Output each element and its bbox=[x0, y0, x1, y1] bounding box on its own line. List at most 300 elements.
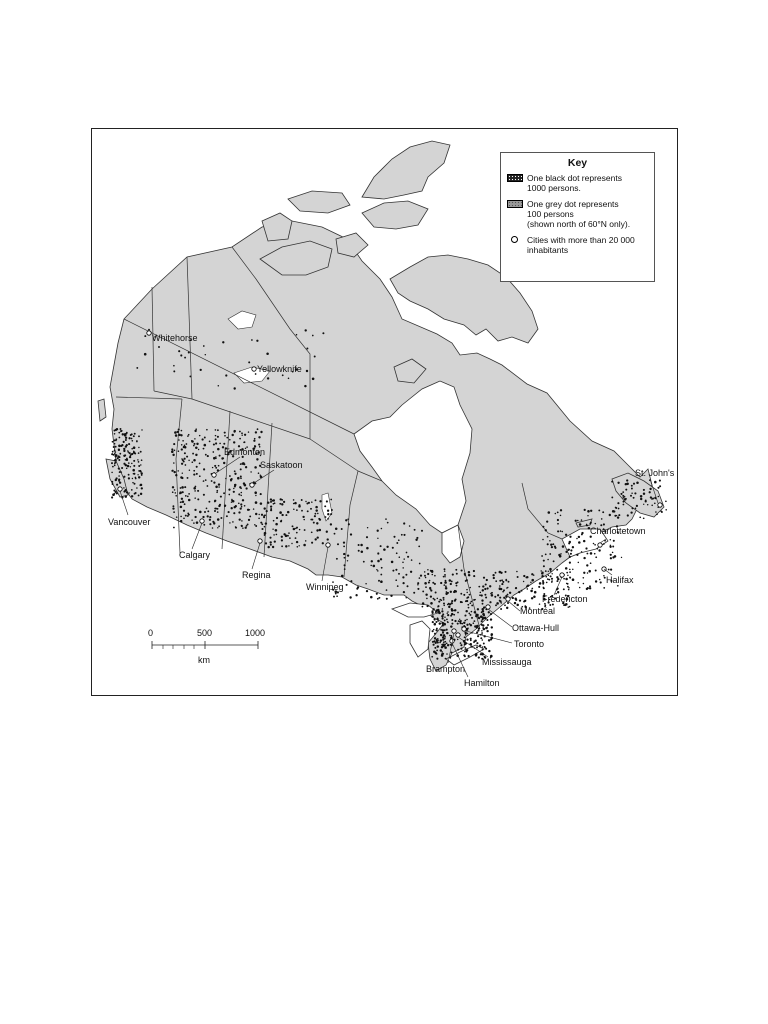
population-dot bbox=[481, 611, 483, 613]
population-dot bbox=[442, 608, 443, 609]
population-dot bbox=[403, 522, 405, 524]
population-dot bbox=[239, 438, 241, 440]
population-dot bbox=[217, 527, 218, 528]
population-dot bbox=[279, 503, 281, 505]
population-dot bbox=[138, 452, 140, 454]
population-dot bbox=[182, 491, 184, 493]
population-dot bbox=[442, 643, 444, 645]
population-dot bbox=[618, 508, 620, 510]
population-dot bbox=[123, 450, 125, 452]
population-dot bbox=[120, 428, 122, 430]
population-dot bbox=[215, 486, 218, 489]
population-dot bbox=[475, 640, 477, 642]
population-dot bbox=[288, 545, 290, 547]
population-dot bbox=[620, 493, 622, 495]
population-dot bbox=[437, 598, 439, 600]
population-dot bbox=[468, 574, 469, 575]
population-dot bbox=[495, 572, 497, 574]
population-dot bbox=[196, 466, 198, 468]
population-dot bbox=[350, 580, 352, 582]
population-dot bbox=[490, 618, 492, 620]
population-dot bbox=[659, 480, 661, 482]
population-dot bbox=[125, 437, 127, 439]
population-dot bbox=[568, 589, 570, 591]
population-dot bbox=[193, 470, 195, 472]
population-dot bbox=[337, 543, 339, 545]
population-dot bbox=[140, 451, 142, 453]
population-dot bbox=[272, 528, 273, 529]
population-dot bbox=[296, 541, 298, 543]
population-dot bbox=[478, 617, 480, 619]
population-dot bbox=[112, 466, 114, 468]
key-item-city-circle bbox=[507, 235, 650, 255]
population-dot bbox=[310, 508, 312, 510]
population-dot bbox=[240, 477, 242, 479]
population-dot bbox=[387, 522, 389, 524]
population-dot bbox=[434, 633, 436, 635]
population-dot bbox=[585, 547, 587, 549]
population-dot bbox=[481, 620, 483, 622]
population-dot bbox=[215, 456, 216, 457]
population-dot bbox=[203, 480, 205, 482]
population-dot bbox=[560, 515, 562, 517]
population-dot bbox=[181, 430, 183, 432]
population-dot bbox=[192, 453, 194, 455]
population-dot bbox=[330, 523, 332, 525]
population-dot bbox=[499, 585, 501, 587]
population-dot bbox=[482, 649, 484, 651]
population-dot bbox=[123, 455, 125, 457]
population-dot bbox=[185, 515, 187, 517]
haida-gwaii bbox=[98, 399, 106, 421]
population-dot bbox=[237, 477, 240, 480]
population-dot bbox=[622, 497, 624, 499]
population-dot bbox=[376, 593, 378, 595]
population-dot bbox=[600, 581, 602, 583]
population-dot bbox=[477, 630, 479, 632]
population-dot bbox=[355, 594, 357, 596]
population-dot bbox=[446, 629, 448, 631]
population-dot bbox=[134, 433, 136, 435]
population-dot bbox=[443, 603, 445, 605]
population-dot bbox=[538, 586, 540, 588]
population-dot bbox=[480, 615, 483, 618]
population-dot bbox=[366, 590, 368, 592]
population-dot bbox=[450, 591, 452, 593]
population-dot bbox=[127, 450, 128, 451]
population-dot bbox=[211, 480, 213, 482]
population-dot bbox=[113, 446, 115, 448]
population-dot bbox=[197, 490, 199, 492]
population-dot bbox=[502, 591, 504, 593]
population-dot bbox=[556, 576, 558, 578]
population-dot bbox=[174, 489, 176, 491]
population-dot bbox=[547, 559, 549, 561]
population-dot bbox=[181, 486, 184, 489]
population-dot bbox=[173, 511, 175, 513]
population-dot bbox=[306, 348, 308, 350]
population-dot bbox=[174, 431, 177, 434]
population-dot bbox=[118, 432, 120, 434]
population-dot bbox=[446, 619, 448, 621]
population-dot bbox=[499, 597, 501, 599]
population-dot bbox=[448, 606, 450, 608]
city-marker-yellowknife bbox=[252, 367, 256, 371]
population-dot bbox=[184, 458, 186, 460]
population-dot bbox=[114, 465, 116, 467]
population-dot bbox=[185, 495, 187, 497]
population-dot bbox=[175, 434, 178, 437]
map-key bbox=[500, 152, 655, 282]
population-dot bbox=[131, 453, 133, 455]
population-dot bbox=[578, 562, 580, 564]
population-dot bbox=[633, 497, 635, 499]
population-dot bbox=[266, 510, 268, 512]
population-dot bbox=[377, 530, 379, 532]
population-dot bbox=[435, 611, 437, 613]
population-dot bbox=[516, 571, 518, 573]
population-dot bbox=[217, 429, 219, 431]
population-dot bbox=[138, 447, 139, 448]
population-dot bbox=[456, 573, 458, 575]
population-dot bbox=[649, 491, 651, 493]
population-dot bbox=[429, 580, 431, 582]
population-dot bbox=[111, 472, 113, 474]
population-dot bbox=[583, 577, 585, 579]
population-dot bbox=[132, 478, 133, 479]
city-marker-calgary bbox=[200, 519, 204, 523]
population-dot bbox=[491, 594, 494, 597]
population-dot bbox=[128, 477, 130, 479]
key-item-text: Cities with more than 20 000 inhabitants bbox=[527, 235, 635, 255]
population-dot bbox=[434, 575, 436, 577]
population-dot bbox=[184, 486, 186, 488]
population-dot bbox=[331, 509, 333, 511]
scale-unit: km bbox=[198, 655, 210, 665]
population-dot bbox=[173, 370, 175, 372]
population-dot bbox=[264, 532, 267, 535]
city-marker-vancouver bbox=[118, 487, 122, 491]
population-dot bbox=[630, 495, 632, 497]
population-dot bbox=[334, 533, 336, 535]
population-dot bbox=[440, 649, 442, 651]
population-dot bbox=[295, 537, 297, 539]
population-dot bbox=[386, 546, 388, 548]
population-dot bbox=[172, 486, 174, 488]
population-dot bbox=[449, 657, 451, 659]
population-dot bbox=[116, 484, 118, 486]
population-dot bbox=[424, 575, 426, 577]
population-dot bbox=[444, 619, 446, 621]
population-dot bbox=[643, 504, 644, 505]
population-dot bbox=[344, 568, 346, 570]
population-dot bbox=[181, 498, 183, 500]
population-dot bbox=[206, 508, 208, 510]
population-dot bbox=[595, 570, 597, 572]
population-dot bbox=[128, 443, 130, 445]
population-dot bbox=[254, 466, 257, 469]
city-label-edmonton: Edmonton bbox=[224, 447, 266, 457]
population-dot bbox=[175, 492, 177, 494]
population-dot bbox=[449, 579, 452, 582]
population-dot bbox=[193, 474, 195, 476]
population-dot bbox=[434, 652, 436, 654]
population-dot bbox=[470, 638, 472, 640]
population-dot bbox=[173, 462, 175, 464]
population-dot bbox=[516, 604, 519, 607]
population-dot bbox=[386, 589, 388, 591]
population-dot bbox=[253, 508, 254, 509]
population-dot bbox=[555, 513, 557, 515]
population-dot bbox=[138, 494, 140, 496]
city-label-st-johns: St. John's bbox=[635, 468, 675, 478]
population-dot bbox=[487, 587, 489, 589]
population-dot bbox=[496, 602, 499, 605]
population-dot bbox=[588, 570, 591, 573]
population-dot bbox=[438, 610, 440, 612]
population-dot bbox=[206, 429, 208, 431]
population-dot bbox=[437, 641, 439, 643]
population-dot bbox=[480, 653, 482, 655]
population-dot bbox=[579, 523, 582, 526]
population-dot bbox=[171, 470, 173, 472]
population-dot bbox=[421, 530, 423, 532]
population-dot bbox=[623, 501, 625, 503]
population-dot bbox=[194, 497, 196, 499]
population-dot bbox=[287, 535, 289, 537]
population-dot bbox=[453, 610, 455, 612]
population-dot bbox=[480, 592, 482, 594]
population-dot bbox=[128, 462, 130, 464]
population-dot bbox=[486, 630, 488, 632]
population-dot bbox=[643, 489, 645, 491]
population-dot bbox=[242, 499, 244, 501]
population-dot bbox=[446, 653, 448, 655]
population-dot bbox=[473, 622, 475, 624]
population-dot bbox=[216, 492, 218, 494]
population-dot bbox=[465, 610, 467, 612]
population-dot bbox=[175, 474, 177, 476]
population-dot bbox=[614, 555, 617, 558]
population-dot bbox=[601, 518, 603, 520]
population-dot bbox=[487, 624, 489, 626]
population-dot bbox=[477, 635, 479, 637]
population-dot bbox=[454, 620, 456, 622]
population-dot bbox=[193, 522, 195, 524]
city-label-ottawa-hull: Ottawa-Hull bbox=[512, 623, 560, 633]
population-dot bbox=[406, 552, 408, 554]
population-dot bbox=[209, 519, 211, 521]
population-dot bbox=[349, 596, 351, 598]
population-dot bbox=[305, 501, 306, 502]
population-dot bbox=[437, 620, 438, 621]
population-dot bbox=[244, 441, 246, 443]
population-dot bbox=[597, 548, 599, 550]
population-dot bbox=[502, 581, 504, 583]
population-dot bbox=[473, 575, 475, 577]
scale-tick-500: 500 bbox=[197, 628, 213, 638]
population-dot bbox=[380, 580, 383, 583]
population-dot bbox=[466, 592, 468, 594]
population-dot bbox=[501, 583, 503, 585]
population-dot bbox=[569, 541, 571, 543]
population-dot bbox=[466, 619, 468, 621]
population-dot bbox=[175, 495, 177, 497]
population-dot bbox=[603, 587, 605, 589]
population-dot bbox=[631, 493, 632, 494]
population-dot bbox=[577, 520, 579, 522]
population-dot bbox=[512, 597, 514, 599]
population-dot bbox=[622, 504, 624, 506]
population-dot bbox=[207, 510, 209, 512]
population-dot bbox=[198, 449, 199, 450]
population-dot bbox=[137, 459, 139, 461]
population-dot bbox=[562, 545, 565, 548]
population-dot bbox=[317, 513, 319, 515]
population-dot bbox=[241, 525, 243, 527]
population-dot bbox=[193, 459, 196, 462]
city-label-saskatoon: Saskatoon bbox=[260, 460, 303, 470]
population-dot bbox=[460, 644, 462, 646]
population-dot bbox=[658, 496, 660, 498]
population-dot bbox=[115, 446, 117, 448]
population-dot bbox=[346, 584, 348, 586]
population-dot bbox=[455, 569, 457, 571]
population-dot bbox=[598, 509, 600, 511]
population-dot bbox=[636, 482, 639, 485]
population-dot bbox=[111, 462, 113, 464]
population-dot bbox=[445, 585, 447, 587]
population-dot bbox=[296, 509, 298, 511]
population-dot bbox=[180, 434, 182, 436]
population-dot bbox=[230, 479, 232, 481]
city-marker-brampton bbox=[452, 629, 456, 633]
population-dot bbox=[521, 590, 523, 592]
population-dot bbox=[438, 639, 439, 640]
population-dot bbox=[542, 526, 544, 528]
population-dot bbox=[256, 340, 258, 342]
population-dot bbox=[390, 595, 392, 597]
population-dot bbox=[417, 588, 419, 590]
population-dot bbox=[460, 648, 462, 650]
population-dot bbox=[436, 658, 438, 660]
population-dot bbox=[319, 529, 322, 532]
population-dot bbox=[361, 551, 364, 554]
population-dot bbox=[235, 527, 237, 529]
population-dot bbox=[576, 554, 578, 556]
population-dot bbox=[243, 482, 245, 484]
population-dot bbox=[483, 577, 485, 579]
population-dot bbox=[586, 588, 588, 590]
population-dot bbox=[327, 538, 329, 540]
population-dot bbox=[583, 557, 585, 559]
population-dot bbox=[233, 488, 234, 489]
population-dot bbox=[141, 474, 143, 476]
population-dot bbox=[203, 468, 205, 470]
population-dot bbox=[199, 463, 201, 465]
population-dot bbox=[222, 341, 224, 343]
population-dot bbox=[264, 534, 266, 536]
population-dot bbox=[265, 542, 267, 544]
population-dot bbox=[587, 510, 590, 513]
population-dot bbox=[464, 651, 466, 653]
population-dot bbox=[119, 437, 121, 439]
city-marker-winnipeg bbox=[326, 543, 330, 547]
population-dot bbox=[254, 438, 256, 440]
population-dot bbox=[454, 600, 456, 602]
population-dot bbox=[158, 346, 160, 348]
population-dot bbox=[179, 493, 181, 495]
population-dot bbox=[481, 599, 483, 601]
population-dot bbox=[488, 639, 490, 641]
population-dot bbox=[173, 365, 175, 367]
population-dot bbox=[263, 516, 265, 518]
population-dot bbox=[196, 443, 198, 445]
population-dot bbox=[451, 636, 453, 638]
population-dot bbox=[391, 561, 394, 564]
population-dot bbox=[172, 491, 174, 493]
population-dot bbox=[276, 534, 278, 536]
population-dot bbox=[440, 639, 442, 641]
population-dot bbox=[241, 432, 243, 434]
population-dot bbox=[519, 599, 521, 601]
population-dot bbox=[314, 356, 316, 358]
population-dot bbox=[579, 587, 581, 589]
population-dot bbox=[570, 549, 572, 551]
population-dot bbox=[119, 481, 121, 483]
population-dot bbox=[425, 577, 427, 579]
population-dot bbox=[504, 571, 506, 573]
population-dot bbox=[444, 581, 447, 584]
population-dot bbox=[219, 455, 221, 457]
population-dot bbox=[476, 654, 478, 656]
population-dot bbox=[495, 604, 497, 606]
population-dot bbox=[298, 505, 301, 508]
population-dot bbox=[446, 642, 448, 644]
population-dot bbox=[562, 531, 564, 533]
population-dot bbox=[228, 511, 230, 513]
population-dot bbox=[392, 547, 394, 549]
population-dot bbox=[207, 485, 209, 487]
population-dot bbox=[640, 498, 642, 500]
population-dot bbox=[250, 471, 251, 472]
city-label-yellowknife: Yellowknife bbox=[257, 364, 302, 374]
population-dot bbox=[112, 451, 114, 453]
population-dot bbox=[625, 498, 626, 499]
population-dot bbox=[446, 613, 447, 614]
population-dot bbox=[432, 641, 434, 643]
population-dot bbox=[183, 517, 185, 519]
population-dot bbox=[181, 458, 182, 459]
population-dot bbox=[583, 572, 585, 574]
population-dot bbox=[447, 621, 449, 623]
population-dot bbox=[123, 491, 125, 493]
population-dot bbox=[174, 471, 176, 473]
population-dot bbox=[470, 601, 472, 603]
population-dot bbox=[482, 603, 484, 605]
population-dot bbox=[556, 580, 558, 582]
population-dot bbox=[141, 487, 143, 489]
population-dot bbox=[341, 528, 343, 530]
population-dot bbox=[312, 378, 315, 381]
population-dot bbox=[617, 482, 619, 484]
population-dot bbox=[449, 604, 451, 606]
population-dot bbox=[183, 510, 185, 512]
population-dot bbox=[234, 485, 236, 487]
population-dot bbox=[432, 630, 434, 632]
population-dot bbox=[233, 512, 235, 514]
population-dot bbox=[552, 543, 554, 545]
